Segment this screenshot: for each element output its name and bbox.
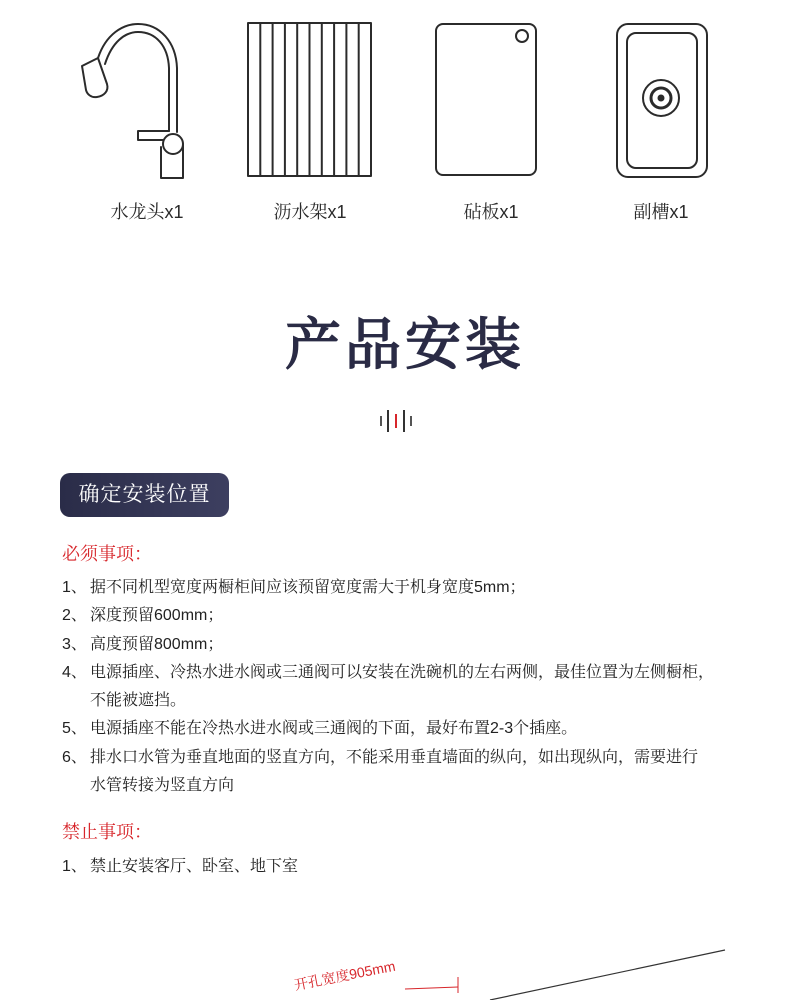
list-item — [62, 744, 714, 801]
item-line: 不能被遮挡。 — [90, 692, 187, 710]
section-tag-install-position: 确定安装位置 — [60, 473, 229, 517]
item-number: 1、 — [62, 579, 87, 596]
item-line: 电源插座、冷热水进水阀或三通阀可以安装在洗碗机的左右两侧，最佳位置为左侧橱柜， — [90, 663, 715, 681]
item-number: 1、 — [62, 858, 87, 875]
item-line: 高度预留800mm； — [90, 635, 224, 653]
item-text — [90, 715, 577, 743]
item-line: 电源插座不能在冷热水进水阀或三通阀的下面，最好布置2-3个插座。 — [90, 720, 578, 738]
list-item — [62, 853, 298, 881]
item-text — [90, 602, 223, 630]
cabinet-edge-line — [490, 950, 725, 1000]
opening-width-label: 开孔宽度905mm — [292, 957, 397, 994]
cabinet-diagram — [0, 930, 790, 1000]
item-line: 水管转接为竖直方向 — [90, 777, 235, 795]
item-text — [90, 744, 698, 801]
decor-bar — [403, 410, 405, 432]
dimension-line — [405, 987, 458, 989]
accessory-label-sub-sink: 副槽x1 — [633, 202, 689, 222]
accessory-label-cutting-board: 砧板x1 — [463, 202, 519, 222]
decor-bar — [395, 414, 397, 428]
item-number: 3、 — [62, 635, 87, 653]
accessory-label-drying-rack: 沥水架x1 — [273, 202, 347, 222]
decor-bar — [410, 416, 412, 426]
must-list — [62, 574, 714, 800]
list-item — [62, 602, 714, 630]
list-item — [62, 631, 714, 659]
item-text — [90, 853, 298, 881]
faucet-icon — [78, 20, 188, 180]
decor-bar — [387, 410, 389, 432]
item-line: 排水口水管为垂直地面的竖直方向，不能采用垂直墙面的纵向，如出现纵向，需要进行 — [90, 748, 699, 766]
item-number: 4、 — [62, 663, 87, 681]
list-item — [62, 659, 714, 716]
sound-wave-bars-icon — [378, 408, 414, 439]
item-text — [90, 659, 714, 716]
forbidden-list — [62, 853, 298, 881]
item-number: 5、 — [62, 720, 87, 738]
list-item — [62, 715, 714, 743]
item-text — [90, 574, 526, 602]
item-number: 6、 — [62, 748, 87, 766]
accessory-label-faucet: 水龙头x1 — [110, 202, 184, 222]
list-item — [62, 574, 714, 602]
cutting-board-icon — [434, 22, 539, 178]
must-heading: 必须事项： — [62, 544, 152, 564]
item-line: 深度预留600mm； — [90, 607, 224, 625]
forbidden-heading: 禁止事项： — [62, 822, 152, 842]
decor-bar — [380, 416, 382, 426]
item-line: 据不同机型宽度两橱柜间应该预留宽度需大于机身宽度5mm； — [90, 579, 526, 596]
drying-rack-icon — [246, 21, 374, 179]
item-number: 2、 — [62, 607, 87, 625]
item-text — [90, 631, 223, 659]
item-line: 禁止安装客厅、卧室、地下室 — [90, 858, 299, 875]
section-title: 产品安装 — [285, 313, 525, 376]
sub-sink-icon — [615, 22, 710, 180]
